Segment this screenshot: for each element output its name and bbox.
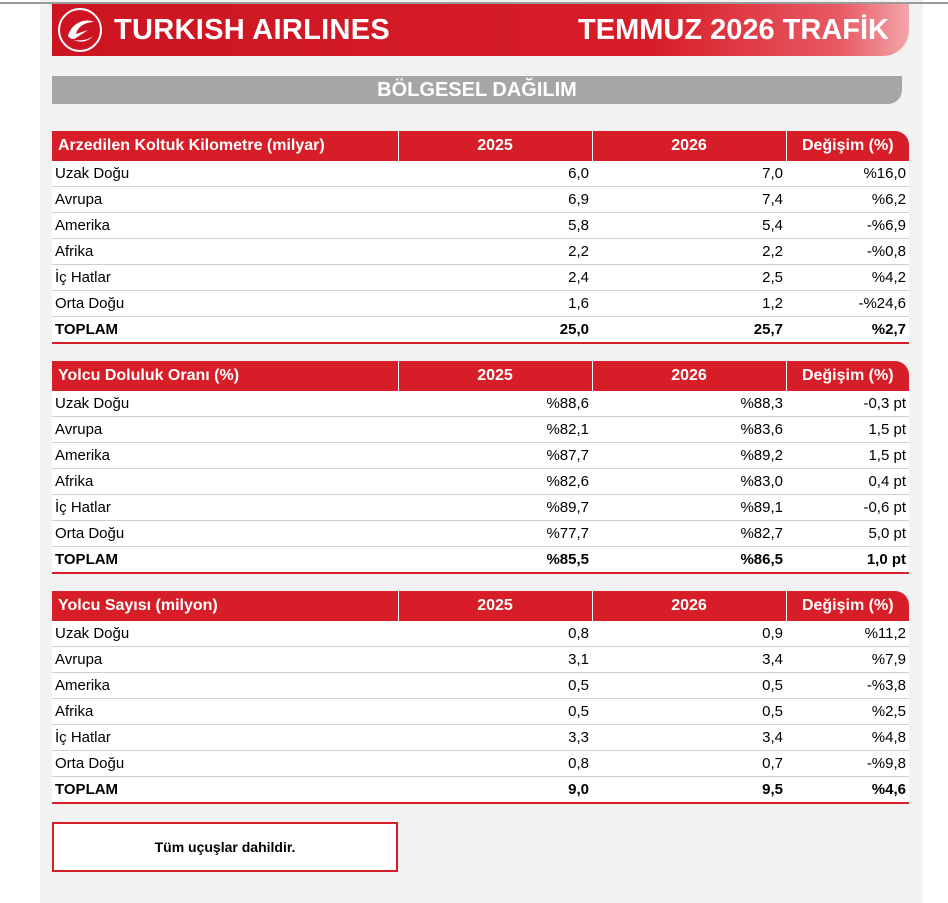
table-row [52,391,909,417]
change-cell: 1,5 pt [786,443,909,469]
total-2026-cell: %86,5 [592,547,786,574]
value-2026-cell: 1,2 [592,291,786,317]
brand-name: TURKISH AIRLINES [114,14,391,46]
region-cell: Amerika [52,443,398,469]
value-2025-cell: %82,1 [398,417,592,443]
region-cell: Amerika [52,213,398,239]
table-row [52,265,909,291]
value-2025-cell: 2,4 [398,265,592,291]
value-2025-cell: %82,6 [398,469,592,495]
table-row [52,291,909,317]
value-2026-cell: 7,0 [592,161,786,187]
region-cell: Avrupa [52,417,398,443]
total-2025-cell: 9,0 [398,777,592,804]
table-row [52,161,909,187]
value-2025-cell: 0,8 [398,621,592,647]
total-change-cell: %2,7 [786,317,909,344]
table-header-row [52,361,909,391]
year-2026-header: 2026 [592,361,786,391]
metric-header: Yolcu Sayısı (milyon) [52,591,398,621]
change-cell: %6,2 [786,187,909,213]
value-2025-cell: %89,7 [398,495,592,521]
change-header: Değişim (%) [786,591,909,621]
change-cell: -%24,6 [786,291,909,317]
table-row [52,673,909,699]
change-cell: -0,3 pt [786,391,909,417]
year-2025-header: 2025 [398,591,592,621]
change-cell: -%9,8 [786,751,909,777]
value-2025-cell: %87,7 [398,443,592,469]
table-row [52,417,909,443]
table-row [52,187,909,213]
value-2025-cell: %88,6 [398,391,592,417]
passenger-count-table [52,591,909,804]
change-header: Değişim (%) [786,361,909,391]
value-2026-cell: %89,2 [592,443,786,469]
region-cell: Orta Doğu [52,521,398,547]
value-2025-cell: 0,5 [398,699,592,725]
region-cell: Afrika [52,239,398,265]
change-cell: %2,5 [786,699,909,725]
region-cell: İç Hatlar [52,265,398,291]
region-cell: Uzak Doğu [52,621,398,647]
region-cell: Afrika [52,469,398,495]
turkish-airlines-logo-icon [58,8,102,52]
change-cell: -%0,8 [786,239,909,265]
total-2026-cell: 9,5 [592,777,786,804]
table-row [52,647,909,673]
value-2026-cell: %83,6 [592,417,786,443]
total-label: TOPLAM [52,777,398,804]
total-row [52,317,909,344]
table-header-row [52,131,909,161]
value-2026-cell: %83,0 [592,469,786,495]
change-cell: %7,9 [786,647,909,673]
value-2026-cell: 7,4 [592,187,786,213]
table-row [52,725,909,751]
value-2026-cell: 0,9 [592,621,786,647]
value-2025-cell: 6,0 [398,161,592,187]
year-2026-header: 2026 [592,591,786,621]
change-cell: %16,0 [786,161,909,187]
total-2025-cell: %85,5 [398,547,592,574]
change-cell: -0,6 pt [786,495,909,521]
table-row [52,751,909,777]
year-2025-header: 2025 [398,131,592,161]
load-factor-table [52,361,909,574]
change-header: Değişim (%) [786,131,909,161]
table-row [52,469,909,495]
region-cell: Uzak Doğu [52,391,398,417]
report-title: TEMMUZ 2026 TRAFİK [578,14,889,46]
region-cell: Orta Doğu [52,291,398,317]
value-2025-cell: 5,8 [398,213,592,239]
header-banner [52,4,909,56]
table-header-row [52,591,909,621]
change-cell: 0,4 pt [786,469,909,495]
value-2026-cell: 3,4 [592,647,786,673]
value-2026-cell: %88,3 [592,391,786,417]
ask-table [52,131,909,344]
value-2026-cell: 2,2 [592,239,786,265]
value-2026-cell: 0,7 [592,751,786,777]
metric-header: Yolcu Doluluk Oranı (%) [52,361,398,391]
change-cell: 1,5 pt [786,417,909,443]
change-cell: %4,8 [786,725,909,751]
change-cell: -%3,8 [786,673,909,699]
total-2025-cell: 25,0 [398,317,592,344]
value-2025-cell: 3,1 [398,647,592,673]
value-2025-cell: %77,7 [398,521,592,547]
section-title: BÖLGESEL DAĞILIM [52,76,902,104]
value-2026-cell: %82,7 [592,521,786,547]
total-2026-cell: 25,7 [592,317,786,344]
footnote-box: Tüm uçuşlar dahildir. [52,822,398,872]
total-row [52,777,909,804]
region-cell: İç Hatlar [52,725,398,751]
table-row [52,621,909,647]
metric-header: Arzedilen Koltuk Kilometre (milyar) [52,131,398,161]
value-2025-cell: 1,6 [398,291,592,317]
value-2026-cell: 3,4 [592,725,786,751]
change-cell: %4,2 [786,265,909,291]
value-2026-cell: 2,5 [592,265,786,291]
total-change-cell: 1,0 pt [786,547,909,574]
value-2025-cell: 2,2 [398,239,592,265]
table-row [52,213,909,239]
table-row [52,521,909,547]
table-row [52,239,909,265]
region-cell: Uzak Doğu [52,161,398,187]
total-row [52,547,909,574]
year-2025-header: 2025 [398,361,592,391]
change-cell: -%6,9 [786,213,909,239]
table-row [52,443,909,469]
region-cell: Avrupa [52,187,398,213]
value-2025-cell: 0,5 [398,673,592,699]
region-cell: Amerika [52,673,398,699]
change-cell: 5,0 pt [786,521,909,547]
value-2026-cell: 0,5 [592,673,786,699]
value-2025-cell: 3,3 [398,725,592,751]
value-2026-cell: 5,4 [592,213,786,239]
region-cell: İç Hatlar [52,495,398,521]
change-cell: %11,2 [786,621,909,647]
year-2026-header: 2026 [592,131,786,161]
value-2025-cell: 0,8 [398,751,592,777]
region-cell: Avrupa [52,647,398,673]
total-change-cell: %4,6 [786,777,909,804]
value-2025-cell: 6,9 [398,187,592,213]
region-cell: Afrika [52,699,398,725]
value-2026-cell: %89,1 [592,495,786,521]
region-cell: Orta Doğu [52,751,398,777]
total-label: TOPLAM [52,317,398,344]
value-2026-cell: 0,5 [592,699,786,725]
total-label: TOPLAM [52,547,398,574]
table-row [52,699,909,725]
table-row [52,495,909,521]
